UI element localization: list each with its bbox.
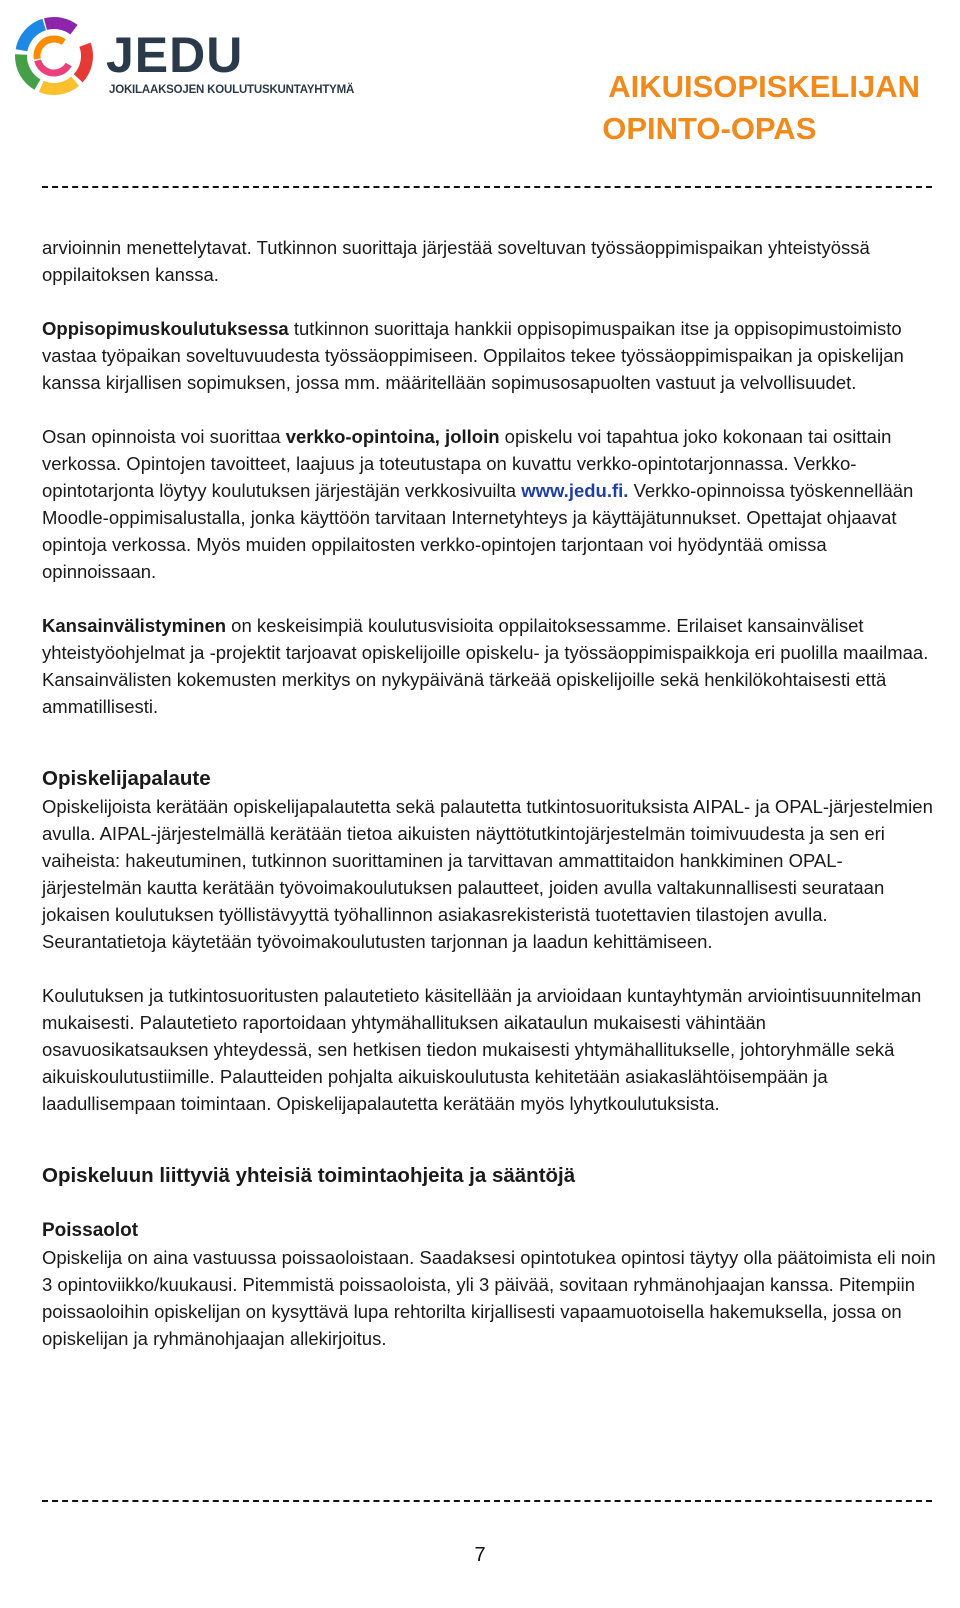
document-title (602, 66, 920, 150)
paragraph-verkko-opinnot: Osan opinnoista voi suorittaa verkko-opintoina, jolloin opiskelu voi tapahtua joko kokonaan tai osittain verkossa. Opintojen tavoitteet, laajuus ja toteutustapa on kuvattu verkko-opintotarjonnassa. Verkko-opintotarjonta löytyy koulutuksen järjestäjän verkkosivuilta www.jedu.fi. Verkko-opinnoissa työskennellään Moodle-oppimisalustalla, jonka käyttöön tarvitaan Internetyhteys ja käyttäjätunnukset. Opettajat ohjaavat opintoja verkossa. Myös muiden oppilaitosten verkko-opintojen tarjontaan voi hyödyntää omissa opinnoissaan. (42, 426, 914, 582)
paragraph-arviointi: arvioinnin menettelytavat. Tutkinnon suorittaja järjestää soveltuvan työssäoppimispaikan yhteistyössä oppilaitoksen kanssa. (42, 237, 870, 285)
paragraph-kansainvalistyminen: Kansainvälistyminen on keskeisimpiä koulutusvisioita oppilaitoksessamme. Erilaiset kansainväliset yhteistyöohjelmat ja -projektit tarjoavat opiskelijoille opiskelu- ja työssäoppimispaikkoja eri puolilla maailmaa. Kansainvälisten kokemusten merkitys on nykypäivänä tärkeää opiskelijoille sekä henkilökohtaisesti että ammatillisesti. (42, 615, 929, 717)
heading-opiskelijapalaute: Opiskelijapalaute (42, 767, 211, 790)
jedu-website-link[interactable]: www.jedu.fi. (521, 480, 629, 501)
heading-poissaolot: Poissaolot (42, 1220, 139, 1241)
paragraph-palautejarjestelmat: Opiskelijoista kerätään opiskelijapalautetta sekä palautetta tutkintosuorituksista AIPAL- ja OPAL-järjestelmien avulla. AIPAL-järjestelmällä kerätään tietoa aikuisten näyttötutkintojärjestelmän toimivuudesta ja sen eri vaiheista: hakeutuminen, tutkinnon suorittaminen ja tarvittavan ammattitaidon hankkiminen OPAL-järjestelmän kautta kerätään työvoimakoulutuksen palautteet, joiden avulla valtakunnallisesti seurataan jokaisen koulutuksen työllistävyyttä työhallinnon asiakasrekisteristä tuotettavien tilastojen avulla. Seurantatietoja käytetään työvoimakoulutusten tarjonnan ja laadun kehittämiseen. (42, 796, 933, 952)
jedu-logo (8, 10, 355, 102)
page-body (42, 234, 936, 1352)
heading-toimintaohjeet: Opiskeluun liittyviä yhteisiä toimintaohjeita ja sääntöjä (42, 1164, 576, 1187)
logo-subtitle: JOKILAAKSOJEN KOULUTUSKUNTAYHTYMÄ (109, 84, 355, 96)
term-kansainvalistyminen: Kansainvälistyminen (42, 615, 227, 636)
paragraph-poissaolot: Opiskelija on aina vastuussa poissaoloistaan. Saadaksesi opintotukea opintosi täytyy olla päätoimista eli noin 3 opintoviikko/kuukausi. Pitemmistä poissaoloista, yli 3 päivää, sovitaan ryhmänohjaajan kanssa. Pitempiin poissaoloihin opiskelijan on kysyttävä lupa rehtorilta kirjallisesti vapaamuotoisella hakemuksella, jossa on opiskelijan ja ryhmänohjaajan allekirjoitus. (42, 1247, 936, 1349)
document-title-line1: AIKUISOPISKELIJAN (608, 69, 920, 104)
footer-divider (42, 1500, 932, 1502)
paragraph-oppisopimus: Oppisopimuskoulutuksessa tutkinnon suorittaja hankkii oppisopimuspaikan itse ja oppisopimustoimisto vastaa työpaikan soveltuvuudesta työssäoppimiseen. Oppilaitos tekee työssäoppimispaikan ja opiskelijan kanssa kirjallisen sopimuksen, jossa mm. määritellään sopimusosapuolten vastuut ja velvollisuudet. (42, 318, 904, 393)
term-verkko-opinnot: verkko-opintoina, jolloin (285, 426, 500, 447)
page-number: 7 (474, 1544, 486, 1566)
term-oppisopimus: Oppisopimuskoulutuksessa (42, 318, 289, 339)
document-title-line2: OPINTO-OPAS (602, 111, 817, 146)
header-divider (42, 186, 932, 188)
paragraph-palautetieto: Koulutuksen ja tutkintosuoritusten palautetieto käsitellään ja arvioidaan kuntayhtymän arviointisuunnitelman mukaisesti. Palautetieto raportoidaan yhtymähallituksen aikataulun mukaisesti vähintään osavuosikatsauksen yhteydessä, sen hetkisen tiedon mukaisesti yhtymähallitukselle, johtoryhmälle sekä aikuiskoulutustiimille. Palautteiden pohjalta aikuiskoulutusta kehitetään asiakaslähtöisempään ja laadullisempaan toimintaan. Opiskelijapalautetta kerätään myös lyhytkoulutuksista. (42, 985, 922, 1114)
logo-wordmark: JEDU (106, 27, 244, 83)
jedu-logo-emblem-icon (8, 10, 100, 102)
